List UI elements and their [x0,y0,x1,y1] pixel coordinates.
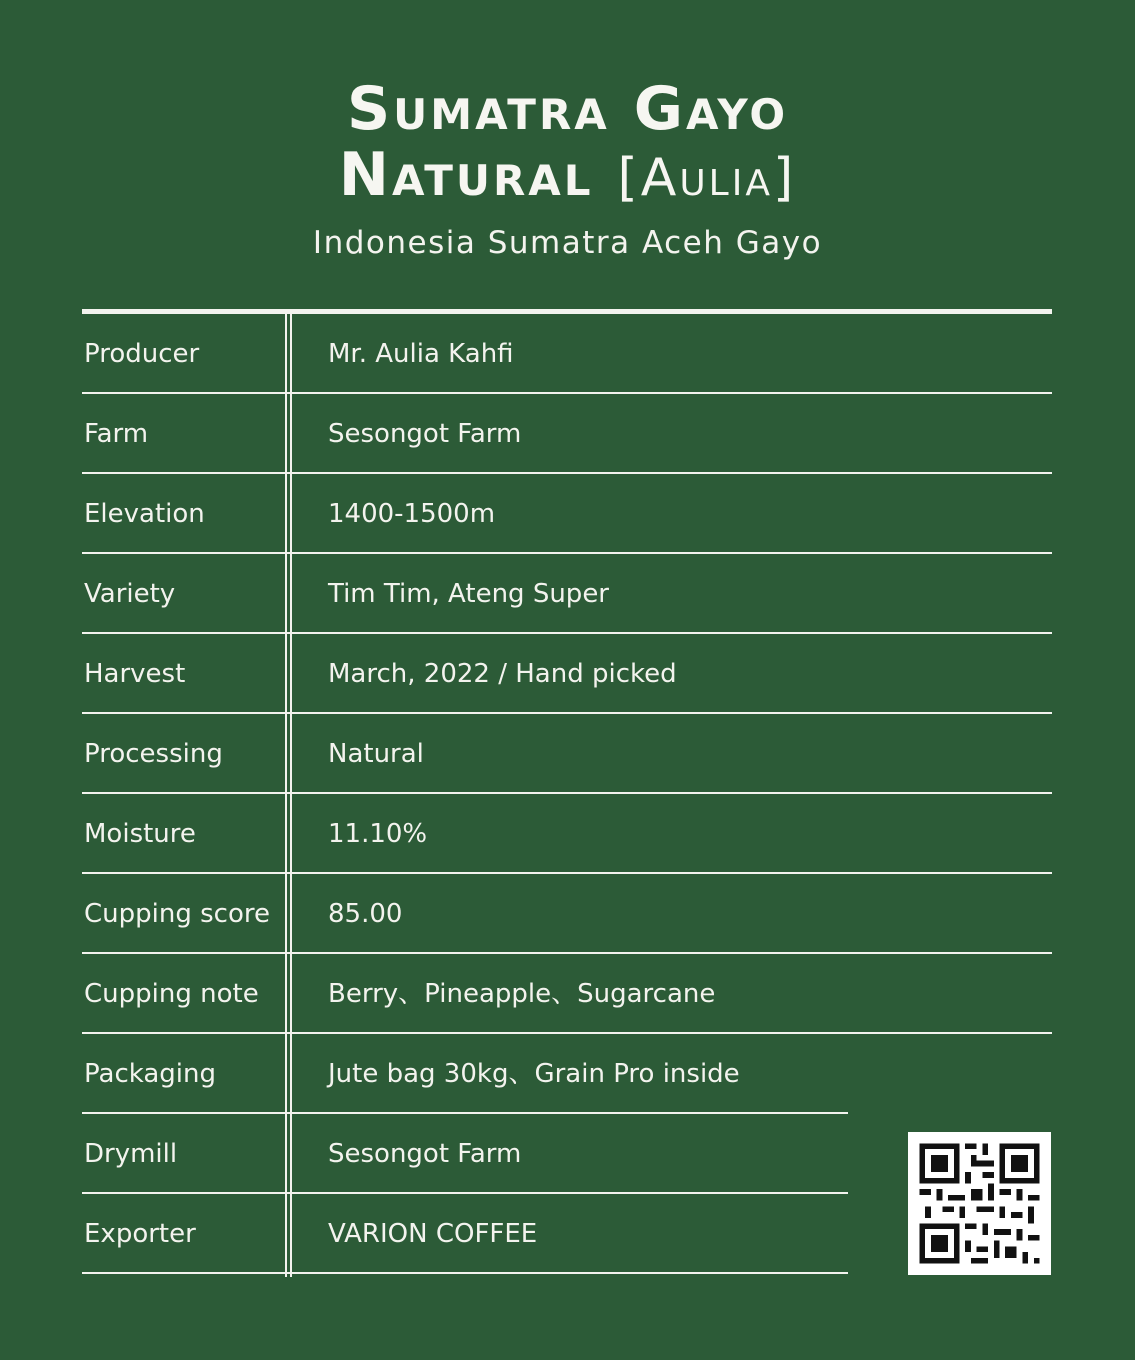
spec-label: Cupping score [84,899,270,929]
spec-value: VARION COFFEE [328,1219,538,1249]
spec-row-moisture [82,794,1052,874]
spec-row-harvest [82,634,1052,714]
spec-value: 1400-1500m [328,499,496,529]
spec-value: Mr. Aulia Kahfi [328,339,514,369]
spec-row-farm [82,394,1052,474]
title-block [0,76,1135,261]
product-title-line-2 [0,142,1135,211]
spec-value: Sesongot Farm [328,1139,522,1169]
spec-row-variety [82,554,1052,634]
qr-code-graphic [908,1132,1051,1275]
qr-code-icon[interactable] [908,1132,1051,1275]
column-divider [285,314,292,1277]
product-title-line-1: Sumatra Gayo [346,74,789,144]
spec-value: 85.00 [328,899,403,929]
spec-label: Moisture [84,819,196,849]
spec-value: Jute bag 30kg、Grain Pro inside [328,1059,740,1089]
spec-label: Producer [84,339,200,369]
spec-label: Elevation [84,499,205,529]
product-title-producer-tag: [Aulia] [617,148,797,208]
spec-table [82,314,1052,1274]
spec-label: Variety [84,579,176,609]
spec-row-cupping-score [82,874,1052,954]
spec-label: Packaging [84,1059,216,1089]
spec-value: Tim Tim, Ateng Super [328,579,609,609]
spec-label: Drymill [84,1139,178,1169]
spec-label: Processing [84,739,223,769]
spec-label: Exporter [84,1219,196,1249]
origin-subtitle: Indonesia Sumatra Aceh Gayo [312,225,823,261]
spec-value: 11.10% [328,819,428,849]
spec-value: Natural [328,739,424,769]
spec-row-exporter [82,1194,1052,1274]
spec-label: Farm [84,419,149,449]
spec-label: Harvest [84,659,186,689]
spec-label: Cupping note [84,979,259,1009]
spec-row-processing [82,714,1052,794]
spec-value: Sesongot Farm [328,419,522,449]
spec-row-cupping-note [82,954,1052,1034]
spec-row-packaging [82,1034,1052,1114]
spec-row-drymill [82,1114,1052,1194]
spec-value: March, 2022 / Hand picked [328,659,677,689]
product-title-process: Natural [338,140,594,210]
spec-row-elevation [82,474,1052,554]
spec-value: Berry、Pineapple、Sugarcane [328,979,716,1009]
spec-row-producer [82,314,1052,394]
